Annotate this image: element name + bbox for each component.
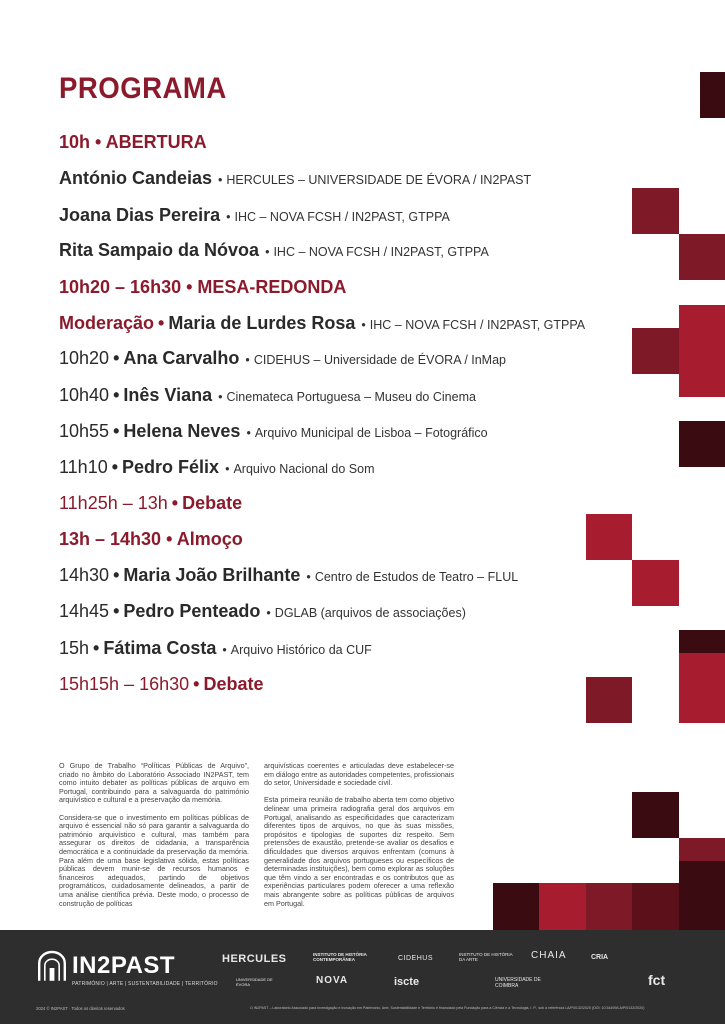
talk-time: 14h45 (59, 601, 110, 621)
speaker-affiliation: IHC – NOVA FCSH / IN2PAST, GTPPA (234, 210, 450, 224)
debate-time: 15h15h – 16h30 (59, 674, 190, 694)
paragraph: Considera-se que o investimento em políticas públicas de arquivo é essencial não só para garantir a salvaguarda do património arquivístico e cultural, mas também para assegurar os direitos de cidadania, a transparência democrática e a continuidade da preservação da memória. Para além de uma base legislativa sólida, estas políticas públicas devem munir-se de recursos humanos e financeiros adequados, partindo de objetivos programáticos, cuidadosamente delineados, a partir de uma análise científica prévia. Deste modo, o processo de construção de políticas (59, 812, 249, 908)
talk-affiliation: Centro de Estudos de Teatro – FLUL (314, 570, 519, 584)
moderator-affiliation: IHC – NOVA FCSH / IN2PAST, GTPPA (369, 318, 586, 332)
partner-logo-iha: INSTITUTO DE HISTÓRIA DA ARTE (459, 952, 513, 963)
talk-speaker: Ana Carvalho (123, 348, 240, 368)
talk-affiliation: Arquivo Histórico da CUF (230, 643, 372, 657)
talk-speaker: Helena Neves (123, 421, 241, 441)
talk-row: 11h10 • Pedro Félix • Arquivo Nacional do Som (59, 457, 375, 477)
talk-speaker: Pedro Félix (122, 457, 220, 477)
speaker-row: Rita Sampaio da Nóvoa • IHC – NOVA FCSH / IN2PAST, GTPPA (59, 240, 489, 260)
decor-square (679, 883, 725, 930)
partner-logo-coimbra: UNIVERSIDADE DE COIMBRA (495, 977, 541, 989)
talk-row: 10h40 • Inês Viana • Cinemateca Portuguesa – Museu do Cinema (59, 385, 476, 405)
talk-speaker: Fátima Costa (103, 638, 217, 658)
debate-label: Debate (203, 674, 264, 694)
talk-time: 10h55 (59, 421, 110, 441)
talk-affiliation: Cinemateca Portuguesa – Museu do Cinema (226, 390, 476, 404)
talk-row: 14h45 • Pedro Penteado • DGLAB (arquivos de associações) (59, 601, 466, 621)
brand-tagline: PATRIMÓNIO | ARTE | SUSTENTABILIDADE | TERRITÓRIO (72, 981, 218, 987)
debate-row: 11h25h – 13h • Debate (59, 493, 243, 513)
speaker-row: António Candeias • HERCULES – UNIVERSIDADE DE ÉVORA / IN2PAST (59, 168, 532, 188)
debate-time: 11h25h – 13h (59, 493, 168, 513)
brand-name: IN2PAST (72, 952, 176, 979)
partner-logo-chaia: CHAIA (531, 950, 567, 961)
debate-row: 15h15h – 16h30 • Debate (59, 674, 264, 694)
intro-text-column-1 (59, 762, 249, 908)
speaker-affiliation: HERCULES – UNIVERSIDADE DE ÉVORA / IN2PAST (226, 173, 532, 187)
talk-affiliation: CIDEHUS – Universidade de ÉVORA / InMap (253, 353, 507, 367)
intro-text-column-2 (264, 762, 454, 908)
partner-logo-cria: CRIA (591, 954, 609, 961)
paragraph: Esta primeira reunião de trabalho aberta tem como objetivo delinear uma primeira radiografia geral dos arquivos em Portugal, analisando as especificidades que caracterizam diferentes tipos de arquivos, no que às suas missões, propósitos e tipologias de suportes diz respeito. Sem pretensões de exaustão, pretende-se avaliar os desafios e dificuldades que diversos arquivos enfrentam (comuns à generalidade dos arquivos portugueses ou específicos de determinadas instituições), bem como explorar as soluções que têm vindo a ser encontradas e os contributos que as experiências particulares podem oferecer a uma reflexão mais abrangente sobre as políticas públicas de arquivos em Portugal. (264, 795, 454, 908)
section-abertura: 10h • ABERTURA (59, 132, 207, 152)
talk-row: 10h55 • Helena Neves • Arquivo Municipal de Lisboa – Fotográfico (59, 421, 488, 441)
decor-square (632, 328, 679, 374)
talk-affiliation: Arquivo Nacional do Som (233, 462, 375, 476)
paragraph: O Grupo de Trabalho “Políticas Públicas de Arquivo”, criado no âmbito do Laboratório Associado IN2PAST, tem como intuito debater as políticas públicas de arquivo em Portugal, contribuindo para a salvaguarda do património arquivístico e cultural e a preservação da memória. (59, 761, 249, 805)
partner-logo-nova: NOVA (316, 975, 349, 986)
decor-square (493, 883, 539, 930)
decor-square (586, 514, 632, 560)
decor-square (586, 883, 632, 930)
speaker-row: Joana Dias Pereira • IHC – NOVA FCSH / IN2PAST, GTPPA (59, 205, 450, 225)
decor-square (679, 305, 725, 397)
decor-square (679, 421, 725, 467)
decor-square (632, 792, 679, 838)
partner-logo-ihc: INSTITUTO DE HISTÓRIA CONTEMPORÂNEA (313, 952, 367, 962)
decor-square (679, 630, 725, 653)
moderator-name: Maria de Lurdes Rosa (168, 313, 356, 333)
debate-label: Debate (182, 493, 243, 513)
decor-square (632, 560, 679, 606)
funding-text: O IN2PAST – Laboratório Associado para Investigação e Inovação em Património, Arte, Sustentabilidade e Território é financiado pela Fundação para a Ciência e a Tecnologia, I. P., sob a referência LA/P/0132/2020 (DOI: 10.54499/LA/P/0132/2020) (250, 1006, 645, 1010)
decor-square (679, 838, 725, 861)
decor-square (700, 72, 725, 118)
talk-speaker: Maria João Brilhante (123, 565, 301, 585)
speaker-name: Rita Sampaio da Nóvoa (59, 240, 260, 260)
copyright-text: 2024 © IN2PAST · Todos os direitos reservados (36, 1006, 125, 1011)
partner-logo-fct: fct (648, 972, 666, 988)
talk-row: 15h • Fátima Costa • Arquivo Histórico da CUF (59, 638, 372, 658)
partner-logo-cidehus: CIDEHUS (398, 955, 434, 962)
decor-square (586, 677, 632, 723)
speaker-name: Joana Dias Pereira (59, 205, 221, 225)
speaker-affiliation: IHC – NOVA FCSH / IN2PAST, GTPPA (273, 245, 489, 259)
moderation-row: Moderação • Maria de Lurdes Rosa • IHC – NOVA FCSH / IN2PAST, GTPPA (59, 313, 586, 333)
talk-affiliation: DGLAB (arquivos de associações) (274, 606, 466, 620)
talk-time: 11h10 (59, 457, 108, 477)
section-mesa-redonda: 10h20 – 16h30 • MESA-REDONDA (59, 277, 347, 297)
decor-square (632, 188, 679, 234)
in2past-logo-icon (36, 950, 68, 986)
talk-time: 15h (59, 638, 90, 658)
talk-time: 10h20 (59, 348, 110, 368)
talk-row: 10h20 • Ana Carvalho • CIDEHUS – Universidade de ÉVORA / InMap (59, 348, 507, 368)
talk-row: 14h30 • Maria João Brilhante • Centro de Estudos de Teatro – FLUL (59, 565, 519, 585)
partner-logo-evora: UNIVERSIDADE DE ÉVORA (236, 977, 273, 987)
partner-logo-iscte: iscte (394, 976, 420, 988)
talk-speaker: Pedro Penteado (123, 601, 261, 621)
talk-affiliation: Arquivo Municipal de Lisboa – Fotográfico (254, 426, 488, 440)
talk-time: 14h30 (59, 565, 110, 585)
decor-square (679, 653, 725, 723)
decor-square (679, 861, 725, 883)
section-almoco: 13h – 14h30 • Almoço (59, 529, 243, 549)
decor-square (632, 883, 679, 930)
speaker-name: António Candeias (59, 168, 213, 188)
decor-square (539, 883, 586, 930)
talk-speaker: Inês Viana (123, 385, 213, 405)
partner-logo-hercules: HERCULES (222, 953, 287, 965)
decor-square (679, 234, 725, 280)
talk-time: 10h40 (59, 385, 110, 405)
page-title: PROGRAMA (59, 72, 227, 105)
paragraph: arquivísticas coerentes e articuladas deve estabelecer-se em diálogo entre as autoridades competentes, profissionais do setor, Universidade e sociedade civil. (264, 761, 454, 788)
moderation-label: Moderação (59, 313, 155, 333)
